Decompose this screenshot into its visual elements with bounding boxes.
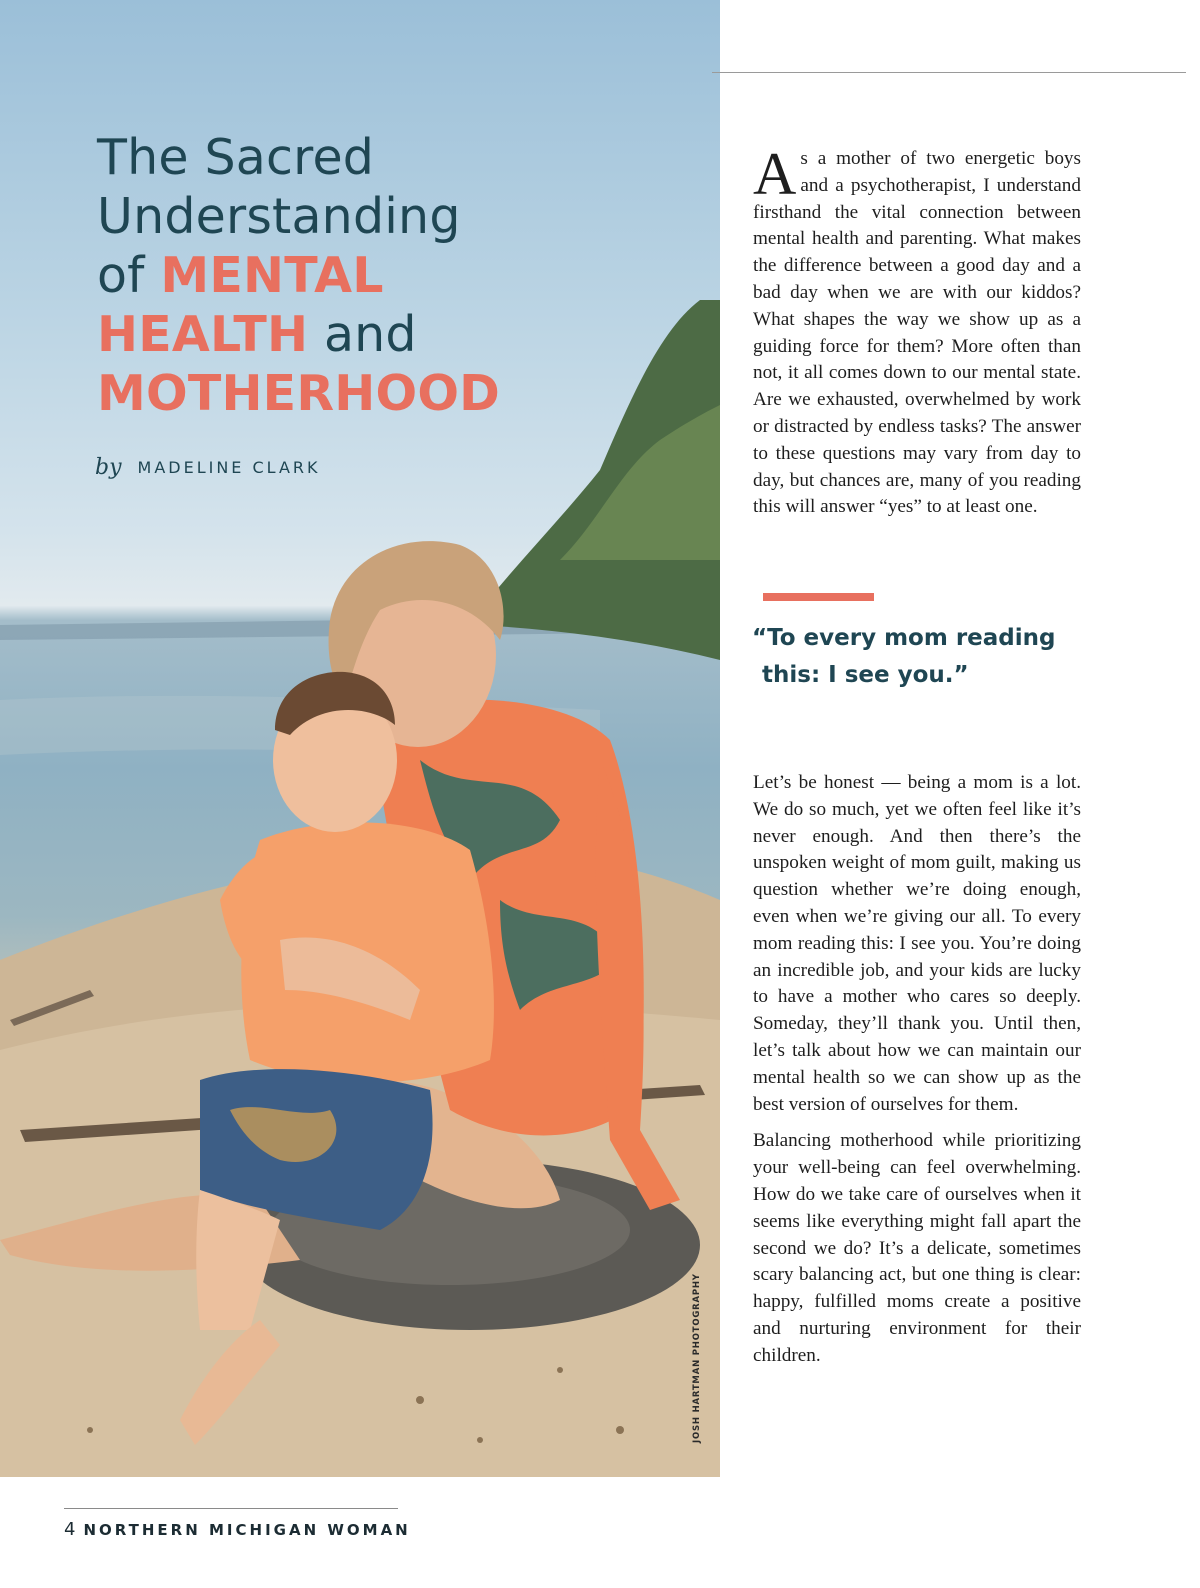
- footer-divider: [64, 1508, 398, 1509]
- title-highlight-health: HEALTH: [97, 306, 309, 363]
- body-paragraph: Balancing motherhood while prioritizing your well-being can feel overwhelming. How do we take care of ourselves when it seems like everything might fall apart the second we do? It’s a delicate, sometimes scary balancing act, but one thing is clear: happy, fulfilled moms create a positive and nurturing environment for their children.: [753, 1130, 1081, 1366]
- pull-quote: [752, 620, 1072, 694]
- pull-quote-line-2: this: I see you.”: [762, 662, 969, 688]
- top-divider: [712, 72, 1186, 73]
- page-number: 4: [64, 1519, 76, 1540]
- intro-column: [753, 141, 1081, 521]
- body-paragraph: Let’s be honest — being a mom is a lot. We do so much, yet we often feel like it’s never enough. And then there’s the unspoken weight of mom guilt, making us question whether we’re doing enough, even when we’re giving our all. To every mom reading this: I see you. You’re doing an incredible job, and your kids are lucky to have a mother who cares so deeply. Someday, they’ll thank you. Until then, let’s talk about how we can maintain our mental health so we can show up as the best version of ourselves for them.: [753, 772, 1081, 1115]
- pull-quote-line-1: “To every mom reading: [752, 625, 1056, 651]
- drop-cap: A: [753, 141, 797, 207]
- author-name: MADELINE CLARK: [137, 457, 321, 477]
- title-line-2: Understanding: [97, 188, 461, 245]
- photo-credit: JOSH HARTMAN PHOTOGRAPHY: [692, 1273, 702, 1443]
- body-column: [753, 770, 1081, 1370]
- title-highlight-motherhood: MOTHERHOOD: [97, 365, 501, 422]
- byline: [95, 450, 321, 484]
- byline-prefix: by: [95, 454, 122, 480]
- intro-text: s a mother of two energetic boys and a psychotherapist, I understand firsthand the vital connection between mental health and parenting. What makes the difference between a good day and a bad day when we are with our kiddos? What shapes the way we show up as a guiding force for them? More often than not, it all comes down to our mental state. Are we exhausted, overwhelmed by work or distracted by endless tasks? The answer to these questions may vary from day to day, but chances are, many of you reading this will answer “yes” to at least one.: [753, 148, 1081, 518]
- intro-paragraph: [753, 141, 1081, 521]
- page-footer: [64, 1519, 411, 1540]
- publication-name: NORTHERN MICHIGAN WOMAN: [83, 1521, 411, 1539]
- article-title: [97, 128, 517, 423]
- title-line-3-prefix: of: [97, 247, 145, 304]
- title-line-1: The Sacred: [97, 129, 375, 186]
- title-line-4-suffix: and: [323, 306, 417, 363]
- pull-quote-accent-bar: [763, 593, 874, 601]
- title-highlight-mental: MENTAL: [160, 247, 384, 304]
